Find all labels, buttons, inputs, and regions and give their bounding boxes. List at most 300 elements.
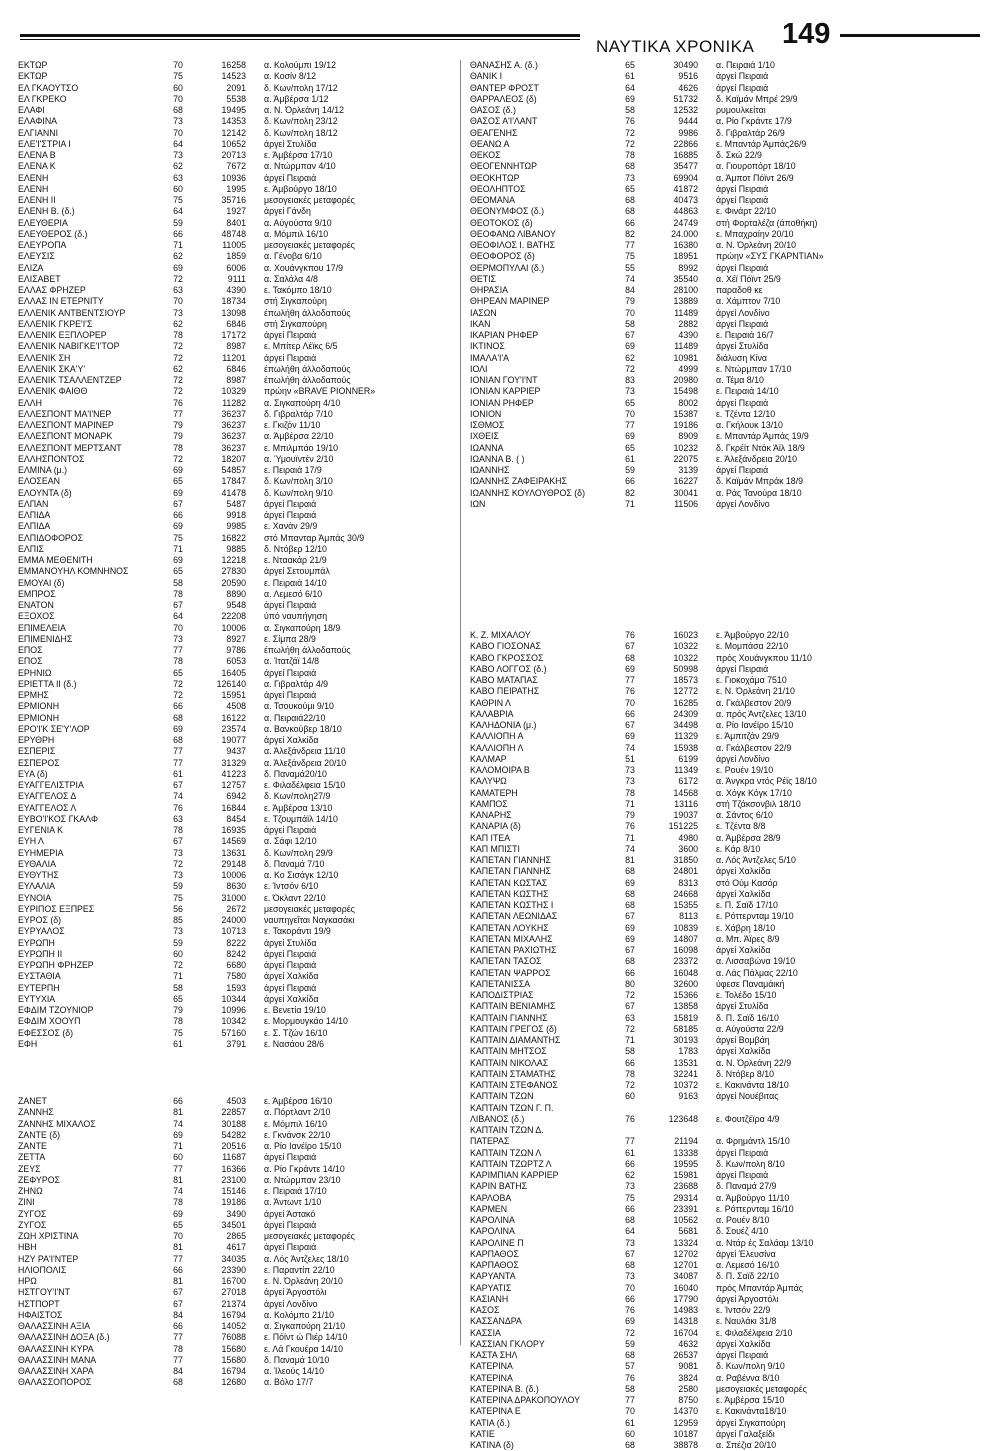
build-year: 77 bbox=[625, 240, 635, 250]
build-year: 69 bbox=[625, 877, 635, 888]
ship-entry bbox=[470, 686, 925, 697]
ship-name: ΘΑΛΑΣΣΙΝΗ ΧΑΡΑ bbox=[18, 1366, 94, 1376]
ship-entry bbox=[470, 1429, 925, 1440]
ship-name: ΚΑΡΛΟΒΑ bbox=[470, 1192, 512, 1203]
right-column bbox=[470, 60, 925, 1451]
ship-entry bbox=[470, 1204, 925, 1215]
tonnage: 8313 bbox=[678, 877, 698, 888]
tonnage: 51732 bbox=[673, 93, 698, 104]
ship-entry bbox=[470, 743, 925, 754]
build-year: 84 bbox=[173, 1309, 183, 1320]
ship-entry bbox=[18, 420, 473, 431]
tonnage: 16122 bbox=[221, 712, 246, 723]
build-year: 57 bbox=[625, 1361, 635, 1372]
ship-status: άργεί Σιγκαπούρη bbox=[716, 1417, 786, 1428]
build-year: 79 bbox=[173, 431, 183, 442]
build-year: 71 bbox=[625, 498, 635, 509]
ship-entry bbox=[470, 799, 925, 810]
build-year: 59 bbox=[625, 465, 635, 475]
tonnage: 3600 bbox=[678, 843, 698, 854]
ship-entry bbox=[18, 791, 473, 802]
ship-name: ΚΑΠΕΤΑΝ ΡΑΧΙΩΤΗΣ bbox=[470, 945, 557, 955]
ship-entry bbox=[18, 1220, 473, 1231]
ship-entry bbox=[470, 476, 925, 487]
build-year: 75 bbox=[625, 251, 635, 262]
ship-name: ΚΑΣΣΙΑ bbox=[470, 1327, 501, 1338]
ship-name: ΚΑΣΤΑ ΣΗΛ bbox=[470, 1350, 518, 1360]
tonnage: 6006 bbox=[226, 262, 246, 273]
build-year: 58 bbox=[625, 1046, 635, 1057]
ship-name: ΕΡΜΙΟΝΗ bbox=[18, 701, 60, 712]
ship-status: ε. Όκλαντ 22/10 bbox=[264, 892, 326, 903]
build-year: 70 bbox=[173, 93, 183, 104]
ship-status: ε. Μπιλμπάο 19/10 bbox=[264, 442, 339, 453]
tonnage: 16885 bbox=[673, 150, 698, 160]
ship-status: α. Άμβέρσα 28/9 bbox=[716, 832, 781, 843]
ship-name: ΕΥΝΟΙΑ bbox=[18, 892, 52, 903]
ship-name: ΕΡΥΘΡΗ bbox=[18, 735, 55, 745]
ship-entry bbox=[470, 1305, 925, 1316]
right-list-bottom bbox=[470, 630, 925, 1451]
tonnage: 16794 bbox=[221, 1309, 246, 1320]
build-year: 75 bbox=[173, 1027, 183, 1038]
ship-status: α. Άμποτ Πόϊντ 26/9 bbox=[716, 172, 794, 183]
ship-status: ε. Τακοράντι 19/9 bbox=[264, 926, 331, 937]
ship-entry bbox=[470, 1384, 925, 1395]
ship-entry bbox=[18, 398, 473, 409]
ship-name: ΕΛΑΦΙΝΑ bbox=[18, 116, 58, 127]
ship-name: ΙΑΣΩΝ bbox=[470, 307, 497, 318]
ship-name: ΖΑΝΕΤ bbox=[18, 1096, 47, 1106]
ship-name: ΕΛΛΕΝΙΚ ΕΞΠΛΟΡΕΡ bbox=[18, 330, 107, 340]
build-year: 71 bbox=[625, 1035, 635, 1045]
tonnage: 2882 bbox=[678, 318, 698, 329]
build-year: 69 bbox=[625, 93, 635, 104]
tonnage: 4999 bbox=[678, 363, 698, 374]
build-year: 66 bbox=[173, 1321, 183, 1331]
ship-name: ΕΥΘΑΛΙΑ bbox=[18, 858, 56, 869]
ship-status: α. Ρίο Γκράντε 17/9 bbox=[716, 116, 792, 127]
ship-entry bbox=[18, 735, 473, 746]
tonnage: 57160 bbox=[221, 1027, 246, 1038]
build-year: 55 bbox=[625, 262, 635, 273]
ship-entry bbox=[470, 675, 925, 686]
tonnage: 10996 bbox=[221, 1005, 246, 1015]
ship-entry bbox=[18, 431, 473, 442]
ship-status: α. Ν. Όρλεάνη 22/9 bbox=[716, 1057, 792, 1068]
build-year: 75 bbox=[173, 532, 183, 543]
ship-name: ΚΑΠΤΑΙΝ ΤΖΩΝ Γ. Π. bbox=[470, 1102, 554, 1113]
ship-entry bbox=[470, 195, 925, 206]
build-year: 62 bbox=[625, 1170, 635, 1180]
ship-name: ΙΧΘΕΙΣ bbox=[470, 431, 499, 442]
tonnage: 8113 bbox=[679, 911, 698, 922]
build-year: 77 bbox=[625, 420, 635, 430]
build-year: 77 bbox=[173, 757, 183, 768]
ship-status bbox=[716, 1103, 925, 1114]
build-year: 76 bbox=[625, 116, 635, 127]
ship-status: δ. Κων/πολη 18/12 bbox=[264, 127, 338, 138]
tonnage: 14568 bbox=[673, 787, 698, 798]
ship-status: μεσογειακές μεταφορές bbox=[264, 1231, 355, 1241]
ship-status: άργεί Πειραιά bbox=[264, 667, 317, 678]
tonnage: 10006 bbox=[221, 622, 246, 633]
ship-name: ΕΛΟΥΝΤΑ (δ) bbox=[18, 487, 72, 498]
ship-entry bbox=[470, 765, 925, 776]
ship-name: ΘΕΟΝΥΜΦΟΣ (δ.) bbox=[470, 206, 545, 217]
ship-entry bbox=[470, 1339, 925, 1350]
ship-name: ΚΑΤΕΡΙΝΑ bbox=[470, 1361, 513, 1372]
ship-status: άργεί Βομβάη bbox=[716, 1035, 770, 1045]
ship-status: πρώην «BRAVE PIONNER» bbox=[264, 386, 376, 397]
tonnage: 8222 bbox=[226, 937, 246, 948]
build-year: 65 bbox=[173, 476, 183, 487]
ship-status: α. Πειραιά 1/10 bbox=[716, 60, 775, 70]
ship-name: ΘΕΑΓΕΝΗΣ bbox=[470, 127, 518, 138]
build-year: 69 bbox=[173, 1129, 183, 1140]
tonnage: 16258 bbox=[221, 60, 246, 70]
ship-status: ε. Ρουέν 19/10 bbox=[716, 765, 774, 775]
ship-name: ΕΛΛΕΝΙΚ ΣΗ bbox=[18, 352, 71, 363]
tonnage: 10981 bbox=[673, 352, 698, 363]
ship-status: α. πρός Άντζελες 13/10 bbox=[716, 708, 807, 719]
ship-status: δ. Παναμά 27/9 bbox=[716, 1181, 777, 1192]
ship-entry bbox=[18, 1287, 473, 1298]
tonnage: 11349 bbox=[674, 765, 698, 775]
tonnage: 18734 bbox=[221, 296, 246, 307]
ship-status: ε. Ρόττερνταμ 16/10 bbox=[716, 1203, 794, 1214]
ship-status: δ. Γιβραλτάρ 26/9 bbox=[716, 127, 785, 138]
tonnage: 14807 bbox=[673, 933, 698, 944]
ship-entry bbox=[470, 499, 925, 510]
ship-name: ΕΛΙΣΑΒΕΤ bbox=[18, 273, 61, 284]
ship-status: α. Χάμπτον 7/10 bbox=[716, 296, 781, 307]
tonnage: 15819 bbox=[673, 1012, 698, 1023]
ship-status: δ. Παναμά20/10 bbox=[264, 768, 327, 779]
ship-name: ΚΑΡΟΛΙΝΑ bbox=[470, 1226, 515, 1237]
ship-entry bbox=[18, 1119, 473, 1130]
tonnage: 11282 bbox=[222, 397, 246, 408]
tonnage: 9516 bbox=[678, 71, 698, 82]
tonnage: 3824 bbox=[678, 1372, 698, 1383]
ship-entry bbox=[470, 263, 925, 274]
build-year: 77 bbox=[173, 1332, 183, 1343]
tonnage: 9985 bbox=[226, 521, 246, 532]
ship-name: ΚΑΒΟ ΠΕΙΡΑΤΗΣ bbox=[470, 686, 540, 697]
build-year: 69 bbox=[625, 731, 635, 742]
left-list-top bbox=[18, 60, 473, 1050]
ship-name: ΕΛΕΥΣΙΣ bbox=[18, 251, 55, 262]
build-year: 67 bbox=[173, 1287, 183, 1298]
ship-entry bbox=[470, 1395, 925, 1406]
ship-name: ΕΥΑΓΓΕΛΟΣ Λ bbox=[18, 802, 77, 813]
ship-entry bbox=[18, 1096, 473, 1107]
tonnage: 9437 bbox=[226, 746, 246, 757]
ship-status: ε. Σίμπα 28/9 bbox=[264, 633, 316, 644]
tonnage: 6172 bbox=[678, 776, 698, 787]
tonnage: 23688 bbox=[673, 1181, 698, 1192]
build-year: 72 bbox=[173, 678, 183, 689]
build-year: 66 bbox=[625, 476, 635, 487]
build-year: 66 bbox=[625, 1203, 635, 1214]
ship-status: α. Χουάνγκπου 17/9 bbox=[264, 262, 344, 273]
ship-entry bbox=[18, 116, 473, 127]
ship-entry bbox=[18, 1141, 473, 1152]
ship-status: δ. Κων/πολη 8/10 bbox=[716, 1158, 785, 1169]
ship-name: ΚΑΣΟΣ bbox=[470, 1305, 500, 1315]
build-year: 69 bbox=[173, 262, 183, 273]
build-year: 66 bbox=[625, 708, 635, 719]
ship-name: ΙΩΝ bbox=[470, 498, 486, 509]
build-year: 77 bbox=[173, 746, 183, 757]
build-year: 72 bbox=[173, 453, 183, 464]
tonnage: 16794 bbox=[221, 1366, 246, 1376]
tonnage: 12772 bbox=[673, 686, 698, 697]
ship-entry bbox=[470, 1136, 925, 1147]
build-year: 58 bbox=[173, 577, 183, 588]
ship-entry bbox=[18, 1231, 473, 1242]
ship-name: ΕΥΤΥΧΙΑ bbox=[18, 993, 56, 1004]
ship-name: ΚΑΠΤΑΙΝ ΣΤΑΜΑΤΗΣ bbox=[470, 1068, 556, 1079]
build-year: 85 bbox=[173, 915, 183, 925]
ship-status: α. Άμβούργο 11/10 bbox=[716, 1192, 790, 1203]
build-year: 79 bbox=[625, 810, 635, 820]
ship-entry bbox=[470, 1226, 925, 1237]
ship-entry bbox=[470, 1170, 925, 1181]
build-year: 79 bbox=[173, 420, 183, 430]
ship-entry bbox=[470, 1406, 925, 1417]
ship-entry bbox=[470, 1249, 925, 1260]
ship-entry bbox=[18, 758, 473, 769]
tonnage: 11005 bbox=[222, 240, 246, 250]
build-year: 68 bbox=[173, 105, 183, 115]
ship-entry bbox=[18, 983, 473, 994]
build-year: 73 bbox=[173, 926, 183, 937]
tonnage: 4390 bbox=[678, 330, 698, 340]
tonnage: 34035 bbox=[221, 1253, 246, 1264]
ship-entry bbox=[18, 274, 473, 285]
tonnage: 17172 bbox=[221, 330, 246, 340]
tonnage: 14318 bbox=[673, 1316, 698, 1327]
build-year: 75 bbox=[173, 892, 183, 903]
tonnage: 6680 bbox=[226, 960, 246, 970]
tonnage: 3490 bbox=[226, 1208, 246, 1219]
build-year: 68 bbox=[625, 900, 635, 910]
ship-status: ε. Φιλαδέλφεια 2/10 bbox=[716, 1327, 793, 1338]
ship-entry bbox=[18, 296, 473, 307]
ship-status: α. Σπέζια 20/10 bbox=[716, 1440, 777, 1450]
ship-name: ΕΠΟΣ bbox=[18, 645, 43, 655]
build-year: 67 bbox=[625, 1248, 635, 1259]
ship-entry bbox=[18, 285, 473, 296]
build-year: 73 bbox=[173, 633, 183, 644]
build-year: 68 bbox=[173, 1377, 183, 1388]
ship-status: α. Σαλάλα 4/8 bbox=[264, 273, 318, 284]
header-rule bbox=[20, 34, 580, 37]
ship-name: ΚΑΠ ΜΠΙΣΤΙ bbox=[470, 843, 520, 854]
build-year: 67 bbox=[173, 1298, 183, 1309]
ship-entry bbox=[470, 698, 925, 709]
ship-status: δ. Παναμά 7/10 bbox=[264, 858, 325, 869]
ship-status: άργεί Έλευσίνα bbox=[716, 1248, 776, 1259]
tonnage: 4626 bbox=[678, 82, 698, 93]
ship-entry bbox=[18, 1377, 473, 1388]
tonnage: 10936 bbox=[221, 172, 246, 183]
ship-status: δ. Καϊμάν Μπρέ 29/9 bbox=[716, 93, 798, 104]
ship-status: ε. Ίντσόν 22/9 bbox=[716, 1305, 771, 1315]
tonnage: 6846 bbox=[226, 318, 246, 329]
build-year: 67 bbox=[625, 911, 635, 922]
build-year: 66 bbox=[173, 228, 183, 239]
ship-entry bbox=[470, 1350, 925, 1361]
ship-name: ΘΕΤΙΣ bbox=[470, 273, 496, 284]
ship-name: ΕΛΛΕΝΙΚ ΤΣΑΛΛΕΝΤΖΕΡ bbox=[18, 375, 122, 385]
ship-status: α. Κοσίν 8/12 bbox=[264, 71, 316, 82]
ship-status: ε. Ν. Όρλεάνη 21/10 bbox=[716, 686, 795, 697]
tonnage: 11489 bbox=[674, 307, 698, 318]
build-year: 69 bbox=[625, 431, 635, 442]
ship-status: δ. Π. Σαϊδ 22/10 bbox=[716, 1271, 779, 1282]
ship-entry bbox=[18, 476, 473, 487]
ship-name: ΕΛΠΙΣ bbox=[18, 543, 44, 554]
tonnage: 8750 bbox=[678, 1395, 698, 1405]
build-year: 59 bbox=[173, 881, 183, 892]
tonnage: 8987 bbox=[226, 341, 246, 352]
ship-name: ΕΛ ΓΚΑΟΥΤΣΟ bbox=[18, 82, 79, 93]
ship-name: ΕΠΙΜΕΛΕΙΑ bbox=[18, 622, 66, 633]
ship-entry bbox=[470, 465, 925, 476]
tonnage: 21194 bbox=[674, 1136, 698, 1147]
ship-name: ΕΡΙΕΤΤΑ ΙΙ (δ.) bbox=[18, 678, 77, 689]
tonnage: 26537 bbox=[673, 1350, 698, 1360]
ship-name: ΕΛΜΙΝΑ (μ.) bbox=[18, 465, 68, 475]
ship-entry bbox=[18, 184, 473, 195]
ship-entry bbox=[18, 1039, 473, 1050]
build-year: 72 bbox=[173, 341, 183, 352]
ship-entry bbox=[470, 1125, 925, 1136]
ship-entry bbox=[18, 994, 473, 1005]
ship-entry bbox=[470, 979, 925, 990]
ship-name: Κ. Ζ. ΜΙΧΑΛΟΥ bbox=[470, 630, 531, 640]
build-year: 64 bbox=[173, 611, 183, 622]
build-year: 59 bbox=[625, 1338, 635, 1349]
build-year: 78 bbox=[173, 656, 183, 667]
ship-status: διάλυση Κίνα bbox=[716, 352, 768, 363]
build-year: 69 bbox=[173, 465, 183, 475]
tonnage: 44863 bbox=[673, 206, 698, 217]
build-year: 61 bbox=[173, 768, 183, 779]
ship-entry bbox=[470, 1294, 925, 1305]
tonnage: 29148 bbox=[221, 858, 246, 869]
ship-entry bbox=[470, 990, 925, 1001]
tonnage: 32241 bbox=[673, 1068, 698, 1079]
ship-name: ΕΦΕΣΣΟΣ (δ) bbox=[18, 1027, 74, 1038]
tonnage: 4632 bbox=[678, 1338, 698, 1349]
build-year: 76 bbox=[173, 802, 183, 813]
ship-entry bbox=[18, 161, 473, 172]
ship-status: α. Πειραιά22/10 bbox=[264, 712, 326, 723]
ship-name: ΕΛΛΕΝΙΚ ΣΚΑ'Υ' bbox=[18, 363, 85, 374]
tonnage: 9885 bbox=[226, 543, 246, 554]
ship-status: άργεί Πειραιά bbox=[716, 183, 769, 194]
ship-entry bbox=[470, 709, 925, 720]
ship-name: ΘΑΛΑΣΣΙΝΗ ΚΥΡΑ bbox=[18, 1343, 94, 1354]
ship-name: ΗΡΩ bbox=[18, 1276, 37, 1286]
ship-name: ΕΜΟΥΑΙ (δ) bbox=[18, 577, 65, 588]
tonnage: 6846 bbox=[226, 363, 246, 374]
build-year: 81 bbox=[625, 855, 635, 865]
ship-entry bbox=[470, 206, 925, 217]
ship-status: α. Λός Άντζελες 18/10 bbox=[264, 1253, 349, 1264]
ship-status: α. Ν. Όρλεάνη 14/12 bbox=[264, 105, 345, 115]
tonnage: 34501 bbox=[221, 1219, 246, 1230]
tonnage: 16098 bbox=[673, 945, 698, 955]
ship-entry bbox=[18, 1028, 473, 1039]
tonnage: 30193 bbox=[673, 1035, 698, 1045]
ship-name: ΚΑΠΕΤΑΝ ΛΕΩΝΙΔΑΣ bbox=[470, 911, 558, 922]
build-year: 76 bbox=[625, 1113, 635, 1124]
tonnage: 10562 bbox=[673, 1215, 698, 1225]
ship-name: ΙΩΑΝΝΗΣ ΖΑΦΕΙΡΑΚΗΣ bbox=[470, 476, 567, 487]
ship-status: α. Ίλεούς 14/10 bbox=[264, 1366, 325, 1376]
build-year: 73 bbox=[173, 116, 183, 127]
ship-name: ΕΛΛΕΣΠΟΝΤ ΜΕΡΤΣΑΝΤ bbox=[18, 442, 122, 453]
ship-name: ΘΕΟΦΑΝΩ ΛΙΒΑΝΟΥ bbox=[470, 228, 556, 239]
ship-status: α. Κολόμπο 21/10 bbox=[264, 1309, 334, 1320]
build-year: 60 bbox=[173, 183, 183, 194]
ship-status: άργεί Πειραιά bbox=[716, 1147, 769, 1158]
ship-status: ε. Τακόμπο 18/10 bbox=[264, 285, 332, 295]
ship-name: ΕΥΘΥΤΗΣ bbox=[18, 870, 59, 880]
tonnage: 24.000 bbox=[671, 228, 698, 239]
ship-status: ε. Μπαχραίην 20/10 bbox=[716, 228, 794, 239]
tonnage: 13889 bbox=[673, 296, 698, 307]
ship-entry bbox=[470, 319, 925, 330]
ship-status: α. Γκήλουκ 13/10 bbox=[716, 420, 783, 430]
ship-name: ΕΛΠΙΔΟΦΟΡΟΣ bbox=[18, 532, 84, 543]
ship-status: α. Ντώρμπαν 4/10 bbox=[264, 161, 336, 172]
ship-entry bbox=[18, 1005, 473, 1016]
tonnage: 24668 bbox=[673, 888, 698, 899]
tonnage: 17847 bbox=[221, 476, 246, 487]
ship-name: ΚΑΛΗΔΟΝΙΑ (μ.) bbox=[470, 720, 537, 730]
ship-entry bbox=[18, 645, 473, 656]
ship-status: α. Γιουροπόρτ 18/10 bbox=[716, 161, 796, 172]
build-year: 78 bbox=[173, 1016, 183, 1027]
ship-entry bbox=[18, 1265, 473, 1276]
ship-entry bbox=[470, 353, 925, 364]
ship-status: ε. Τολέδο 15/10 bbox=[716, 990, 777, 1000]
build-year: 72 bbox=[173, 386, 183, 397]
build-year: 83 bbox=[625, 375, 635, 385]
ship-status: α. Λεμεσό 16/10 bbox=[716, 1260, 780, 1270]
tonnage: 15366 bbox=[673, 990, 698, 1000]
ship-name: ΘΕΟΤΟΚΟΣ (δ) bbox=[470, 217, 533, 228]
ship-name: ΕΡΜΗΣ bbox=[18, 690, 49, 700]
tonnage: 9111 bbox=[227, 273, 246, 284]
tonnage: 34498 bbox=[673, 720, 698, 730]
ship-entry bbox=[18, 83, 473, 94]
ship-name: ΕΣΠΕΡΙΣ bbox=[18, 746, 56, 757]
ship-name: ΘΕΡΜΟΠΥΛΑΙ (δ.) bbox=[470, 262, 545, 273]
tonnage: 54857 bbox=[221, 465, 246, 475]
ship-name: ΗΣΤΠΟΡΤ bbox=[18, 1298, 60, 1309]
tonnage: 8242 bbox=[226, 948, 246, 959]
ship-entry bbox=[18, 229, 473, 240]
ship-entry bbox=[470, 641, 925, 652]
tonnage: 13116 bbox=[674, 798, 698, 809]
ship-entry bbox=[18, 724, 473, 735]
